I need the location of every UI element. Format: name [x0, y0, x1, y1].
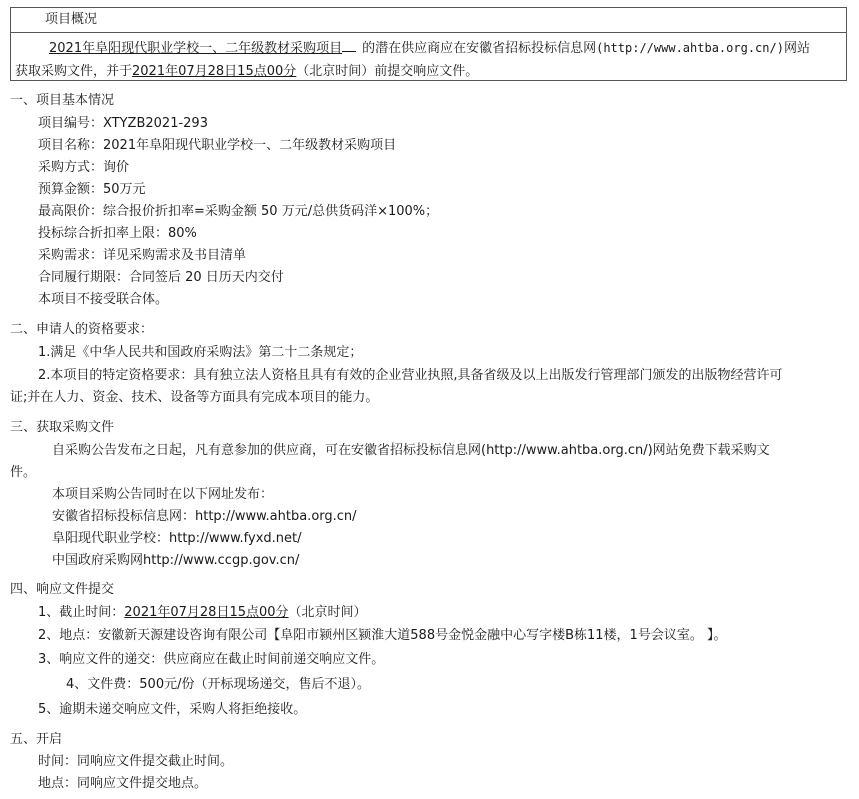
project-name: 项目名称：2021年阜阳现代职业学校一、二年级教材采购项目	[38, 138, 397, 153]
opening-time: 时间：同响应文件提交截止时间。	[38, 754, 234, 769]
intro-text-a: 的潜在供应商应在安徽省招标投标信息网	[362, 41, 597, 56]
requirement-2-line-1: 2.本项目的特定资格要求：具有独立法人资格且具有有效的企业营业执照,具备省级及以上出版发行管理部门颁发的出版物经营许可	[38, 368, 783, 383]
sites-intro: 本项目采购公告同时在以下网址发布：	[52, 487, 274, 502]
project-name-link[interactable]: 2021年阜阳现代职业学校一、二年级教材采购项目	[49, 41, 343, 56]
section-3-title: 三、获取采购文件	[10, 420, 115, 435]
obtain-docs-line-2: 件。	[10, 465, 37, 480]
requirement-2-line-2: 证;并在人力、资金、技术、设备等方面具有完成本项目的能力。	[10, 390, 379, 405]
budget-amount: 预算金额：50万元	[38, 182, 146, 197]
procurement-demand: 采购需求：详见采购需求及书目清单	[38, 248, 247, 263]
site-ahtba[interactable]: 安徽省招标投标信息网：http://www.ahtba.org.cn/	[52, 509, 357, 524]
late-submission: 5、逾期未递交响应文件，采购人将拒绝接收。	[38, 702, 307, 717]
procurement-method: 采购方式：询价	[38, 160, 130, 175]
overview-deadline: 2021年07月28日15点00分	[132, 64, 297, 79]
intro-text-b: 网站	[783, 41, 810, 56]
site-ccgp[interactable]: 中国政府采购网http://www.ccgp.gov.cn/	[52, 553, 300, 568]
deadline-label: 1、截止时间：	[38, 605, 125, 620]
section-1-title: 一、项目基本情况	[10, 93, 115, 108]
overview-header: 项目概况	[11, 8, 846, 33]
opening-place: 地点：同响应文件提交地点。	[38, 776, 208, 791]
no-consortium: 本项目不接受联合体。	[38, 292, 169, 307]
intro-text-c: 获取采购文件，并于	[15, 64, 133, 79]
discount-cap: 投标综合折扣率上限：80%	[38, 226, 197, 241]
intro-text-d: （北京时间）前提交响应文件。	[296, 64, 479, 79]
document-fee: 4、文件费：500元/份（开标现场递交，售后不退）。	[66, 677, 370, 692]
overview-url: (http://www.ahtba.org.cn/)	[596, 41, 784, 55]
submission-location: 2、地点：安徽新天源建设咨询有限公司【阜阳市颍州区颍淮大道588号金悦金融中心写字楼B栋11楼，1号会议室。 】。	[38, 628, 727, 643]
overview-box	[10, 7, 847, 81]
section-4-title: 四、响应文件提交	[10, 582, 115, 597]
obtain-docs-line-1: 自采购公告发布之日起，凡有意参加的供应商，可在安徽省招标投标信息网(http://www.ahtba.org.cn/)网站免费下载采购文	[52, 443, 770, 458]
requirement-1: 1.满足《中华人民共和国政府采购法》第二十二条规定；	[38, 345, 363, 360]
overview-body	[11, 33, 846, 83]
section-5-title: 五、开启	[10, 732, 63, 747]
deadline-value: 2021年07月28日15点00分	[124, 605, 289, 620]
project-number: 项目编号：XTYZB2021-293	[38, 116, 208, 131]
site-fyxd[interactable]: 阜阳现代职业学校：http://www.fyxd.net/	[52, 531, 302, 546]
submission-delivery: 3、响应文件的递交：供应商应在截止时间前递交响应文件。	[38, 652, 385, 667]
contract-period: 合同履行期限：合同签后 20 日历天内交付	[38, 270, 284, 285]
price-cap: 最高限价：综合报价折扣率=采购金额 50 万元/总供货码洋×100%；	[38, 204, 439, 219]
deadline-timezone: （北京时间）	[288, 605, 367, 620]
submission-deadline	[38, 603, 367, 623]
section-2-title: 二、申请人的资格要求：	[10, 322, 154, 337]
